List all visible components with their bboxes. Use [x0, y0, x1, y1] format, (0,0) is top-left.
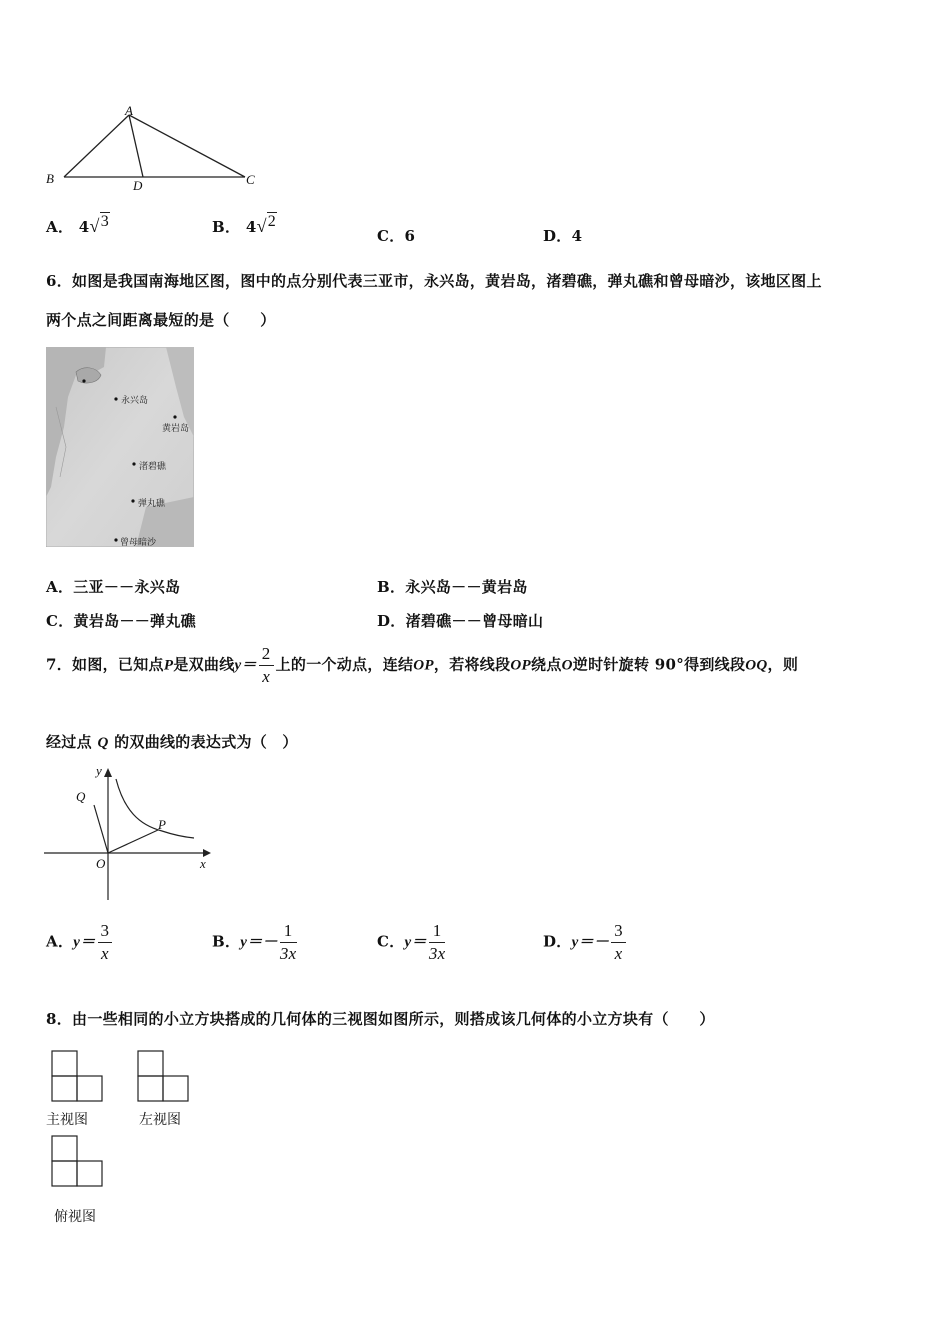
q5-option-c[interactable]: C．6: [377, 227, 416, 245]
vertex-label-c: C: [246, 172, 255, 187]
point-label-p: P: [158, 817, 166, 832]
map-label-zengmu: 曾母暗沙: [120, 538, 157, 548]
sqrt-symbol: √3: [89, 213, 110, 236]
q6-text-line2: 两个点之间距离最短的是（ ）: [46, 311, 276, 329]
q6-option-a[interactable]: A．三亚－－永兴岛: [46, 578, 181, 596]
q5-option-b[interactable]: B． 4√2: [212, 213, 277, 236]
top-view-caption: 俯视图: [54, 1209, 96, 1225]
q7-option-d[interactable]: D．y＝－ $\frac{3}{x}$: [543, 920, 628, 965]
vertex-label-b: B: [46, 171, 54, 186]
left-view-caption: 左视图: [139, 1112, 181, 1128]
front-view-caption: 主视图: [46, 1112, 88, 1128]
vertex-label-d: D: [133, 178, 143, 193]
map-label-zhubi: 渚碧礁: [139, 462, 167, 472]
q6-option-c[interactable]: C．黄岩岛－－弹丸礁: [46, 612, 196, 630]
fraction: $\frac{1}{3x}$: [279, 921, 297, 963]
vertex-label-a: A: [125, 103, 133, 118]
map-label-yongxing: 永兴岛: [121, 396, 149, 406]
map-label-danwan: 弹丸礁: [138, 499, 166, 509]
q7-option-a[interactable]: A．y＝ $\frac{3}{x}$: [46, 920, 114, 965]
top-view-figure: [51, 1135, 105, 1189]
q8-text: 8．由一些相同的小立方块搭成的几何体的三视图如图所示，则搭成该几何体的小立方块有（ ）: [46, 1010, 715, 1028]
fraction: $\frac{3}{x}$: [98, 920, 113, 965]
fraction: $\frac{2}{x}$: [259, 643, 274, 688]
q6-text-line1: 6．如图是我国南海地区图，图中的点分别代表三亚市，永兴岛，黄岩岛，渚碧礁，弹丸礁和曾母暗沙，该地区图上: [46, 272, 822, 290]
origin-label-o: O: [96, 856, 106, 871]
fraction: $\frac{1}{3x}$: [428, 921, 446, 963]
sqrt-symbol: √2: [256, 213, 277, 236]
axis-label-x: x: [200, 856, 206, 871]
fraction: $\frac{3}{x}$: [611, 920, 626, 965]
map-label-huangyan: 黄岩岛: [162, 424, 190, 434]
q7-option-b[interactable]: B．y＝－ $\frac{1}{3x}$: [212, 921, 297, 963]
point-label-q: Q: [76, 789, 86, 804]
south-china-sea-map: [46, 347, 194, 547]
front-view-figure: [51, 1050, 105, 1104]
hyperbola-figure: [44, 765, 219, 905]
q7-option-c[interactable]: C．y＝ $\frac{1}{3x}$: [377, 921, 446, 963]
q6-option-b[interactable]: B．永兴岛－－黄岩岛: [377, 578, 528, 596]
triangle-figure: [40, 100, 270, 200]
q7-text-line2: 经过点 Q 的双曲线的表达式为（ ）: [46, 733, 298, 751]
q5-option-d[interactable]: D．4: [543, 227, 583, 245]
q6-option-d[interactable]: D．渚碧礁－－曾母暗山: [377, 612, 544, 630]
q5-option-a[interactable]: A． 4√3: [46, 213, 110, 236]
axis-label-y: y: [96, 763, 102, 778]
left-view-figure: [137, 1050, 191, 1104]
q7-text-line1: 7．如图，已知点P是双曲线y＝ $\frac{2}{x}$ 上的一个动点，连结OP，若将线段OP绕点O逆时针旋转 90°得到线段OQ，则: [46, 644, 799, 686]
